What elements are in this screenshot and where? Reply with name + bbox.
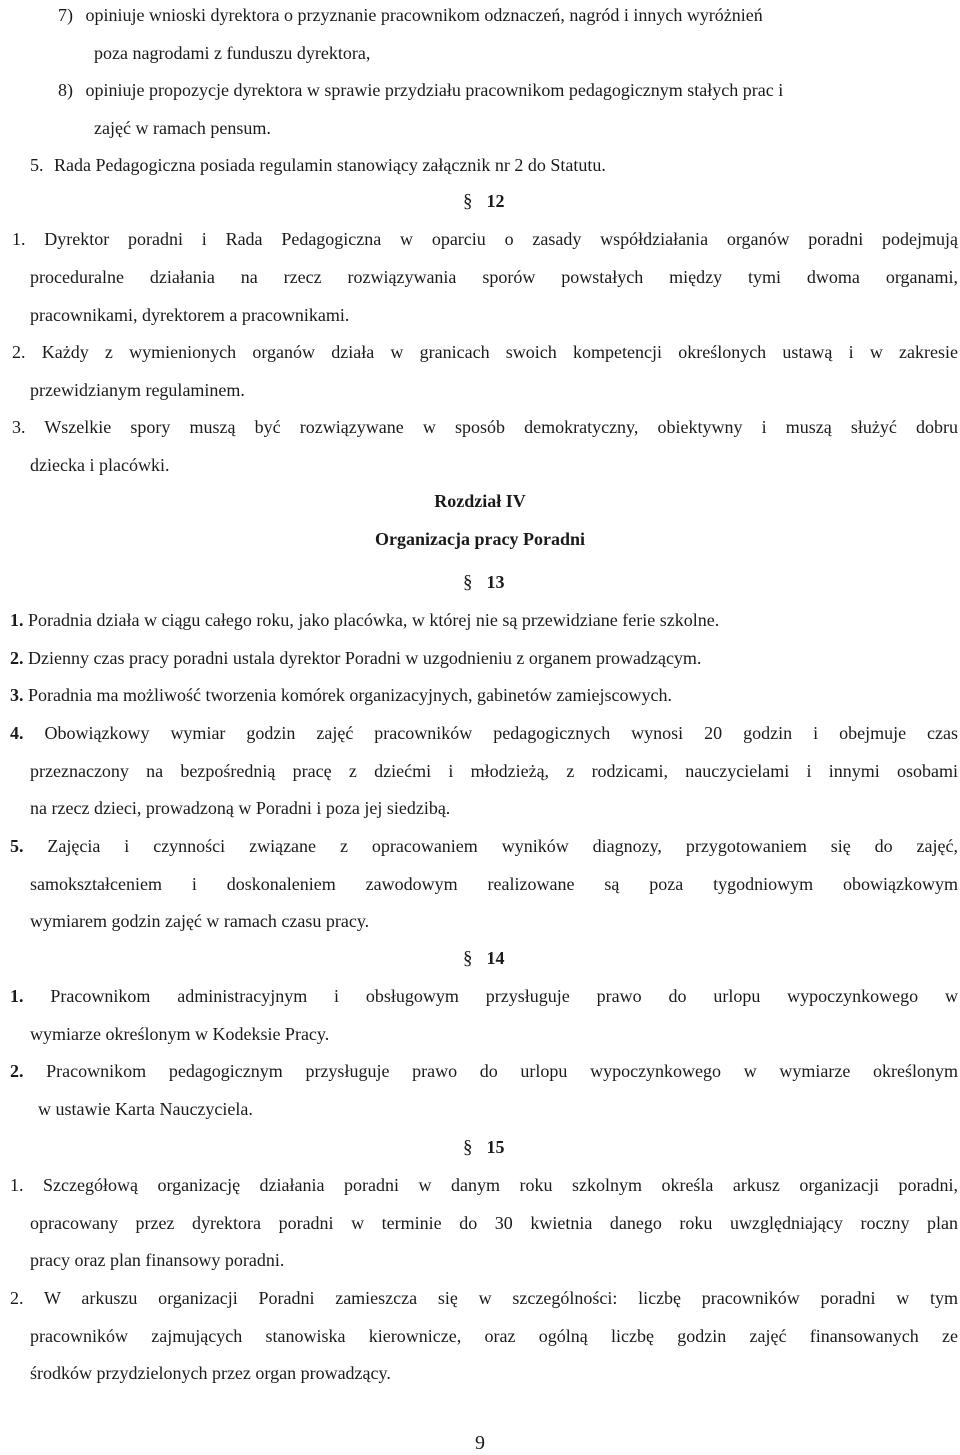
item-number: 1. xyxy=(10,610,24,630)
list-text: Rada Pedagogiczna posiada regulamin stanowiący załącznik nr 2 do Statutu. xyxy=(54,155,606,175)
item-number: 3. xyxy=(10,685,24,705)
par13-p5-line1 xyxy=(10,835,958,857)
par12-p2-line1 xyxy=(12,341,958,363)
chapter-title: Rozdział IV xyxy=(434,491,526,511)
item-number: 3. xyxy=(12,417,26,437)
item-number: 2. xyxy=(10,648,24,668)
list-text: opiniuje propozycje dyrektora w sprawie przydziału pracownikom pedagogicznym stałych prac i xyxy=(85,80,784,100)
section-number: 14 xyxy=(486,948,505,968)
section-symbol: § xyxy=(463,948,473,969)
par12-p2-line2: przewidzianym regulaminem. xyxy=(30,380,245,400)
list-number: 7) xyxy=(58,5,73,25)
list-item-7-line2: poza nagrodami z funduszu dyrektora, xyxy=(94,43,371,63)
par15-p1-line3: pracy oraz plan finansowy poradni. xyxy=(30,1250,285,1270)
par13-p4-line3: na rzecz dzieci, prowadzoną w Poradni i poza jej siedzibą. xyxy=(30,798,451,818)
item-text: W arkuszu organizacji Poradni zamieszcza się w szczególności: liczbę pracowników poradni w tym xyxy=(43,1288,959,1308)
par15-p2-line2: pracowników zajmujących stanowiska kierownicze, oraz ogólną liczbę godzin zajęć finansowanych ze xyxy=(30,1326,958,1346)
item-text: Pracownikom pedagogicznym przysługuje prawo do urlopu wypoczynkowego w wymiarze określonym xyxy=(46,1061,958,1081)
par13-p2 xyxy=(10,647,701,669)
section-number: 13 xyxy=(486,572,505,592)
item-text: Pracownikom administracyjnym i obsługowym przysługuje prawo do urlopu wypoczynkowego w xyxy=(50,986,959,1006)
section-heading-13 xyxy=(463,571,505,594)
item-number: 1. xyxy=(10,986,24,1006)
section-heading-14 xyxy=(463,947,505,970)
section-symbol: § xyxy=(463,191,473,212)
par14-p2-line1 xyxy=(10,1060,958,1082)
item-text: Poradnia działa w ciągu całego roku, jako placówka, w której nie są przewidziane ferie szkolne. xyxy=(28,610,720,630)
par12-p1-line2: proceduralne działania na rzecz rozwiązywania sporów powstałych między tymi dwoma organami, xyxy=(30,267,958,287)
page-number: 9 xyxy=(475,1432,485,1454)
par13-p1 xyxy=(10,609,719,631)
par12-p1-line1 xyxy=(12,228,958,250)
item-text: Dyrektor poradni i Rada Pedagogiczna w oparciu o zasady współdziałania organów poradni podejmują xyxy=(44,229,958,249)
par13-p4-line1 xyxy=(10,722,958,744)
par12-p3-line1 xyxy=(12,416,958,438)
par13-p5-line3: wymiarem godzin zajęć w ramach czasu pracy. xyxy=(30,911,370,931)
item-number: 2. xyxy=(12,342,26,362)
list-item-7-line1 xyxy=(58,4,763,26)
par15-p1-line1 xyxy=(10,1174,958,1196)
par14-p1-line2: wymiarze określonym w Kodeksie Pracy. xyxy=(30,1024,330,1044)
list-item-8-line2: zajęć w ramach pensum. xyxy=(94,118,271,138)
par12-p1-line3: pracownikami, dyrektorem a pracownikami. xyxy=(30,305,350,325)
section-heading-12 xyxy=(463,190,505,213)
section-heading-15 xyxy=(463,1136,505,1159)
par12-p3-line2: dziecka i placówki. xyxy=(30,455,170,475)
item-text: Zajęcia i czynności związane z opracowaniem wyników diagnozy, przygotowaniem się do zajęć, xyxy=(47,836,959,856)
item-number: 2. xyxy=(10,1288,24,1308)
par15-p2-line1 xyxy=(10,1287,958,1309)
item-text: Wszelkie spory muszą być rozwiązywane w sposób demokratyczny, obiektywny i muszą służyć dobru xyxy=(44,417,958,437)
par13-p4-line2: przeznaczony na bezpośrednią pracę z dziećmi i młodzieżą, z rodzicami, nauczycielami i innymi osobami xyxy=(30,761,958,781)
item-text: Szczegółową organizację działania poradni w danym roku szkolnym określa arkusz organizacji poradni, xyxy=(43,1175,958,1195)
section-symbol: § xyxy=(463,572,473,593)
item-text: Dzienny czas pracy poradni ustala dyrektor Poradni w uzgodnieniu z organem prowadzącym. xyxy=(28,648,702,668)
list-number: 5. xyxy=(30,155,44,175)
par13-p5-line2: samokształceniem i doskonaleniem zawodowym realizowane są poza tygodniowym obowiązkowym xyxy=(30,874,958,894)
section-number: 12 xyxy=(486,191,505,211)
item-number: 2. xyxy=(10,1061,24,1081)
par15-p2-line3: środków przydzielonych przez organ prowadzący. xyxy=(30,1363,391,1383)
list-number: 8) xyxy=(58,80,73,100)
list-item-5 xyxy=(30,154,606,176)
list-text: opiniuje wnioski dyrektora o przyznanie pracownikom odznaczeń, nagród i innych wyróżnień xyxy=(85,5,763,25)
par14-p2-line2: w ustawie Karta Nauczyciela. xyxy=(38,1099,253,1119)
par14-p1-line1 xyxy=(10,985,958,1007)
item-number: 1. xyxy=(12,229,26,249)
item-text: Poradnia ma możliwość tworzenia komórek organizacyjnych, gabinetów zamiejscowych. xyxy=(28,685,672,705)
item-number: 4. xyxy=(10,723,24,743)
par15-p1-line2: opracowany przez dyrektora poradni w terminie do 30 kwietnia danego roku uwzględniający roczny plan xyxy=(30,1213,958,1233)
section-symbol: § xyxy=(463,1137,473,1158)
item-text: Każdy z wymienionych organów działa w granicach swoich kompetencji określonych ustawą i w zakresie xyxy=(41,342,959,362)
item-number: 5. xyxy=(10,836,24,856)
section-number: 15 xyxy=(486,1137,505,1157)
chapter-subtitle: Organizacja pracy Poradni xyxy=(375,529,585,549)
item-number: 1. xyxy=(10,1175,24,1195)
item-text: Obowiązkowy wymiar godzin zajęć pracowników pedagogicznych wynosi 20 godzin i obejmuje czas xyxy=(44,723,959,743)
par13-p3 xyxy=(10,684,672,706)
list-item-8-line1 xyxy=(58,79,783,101)
